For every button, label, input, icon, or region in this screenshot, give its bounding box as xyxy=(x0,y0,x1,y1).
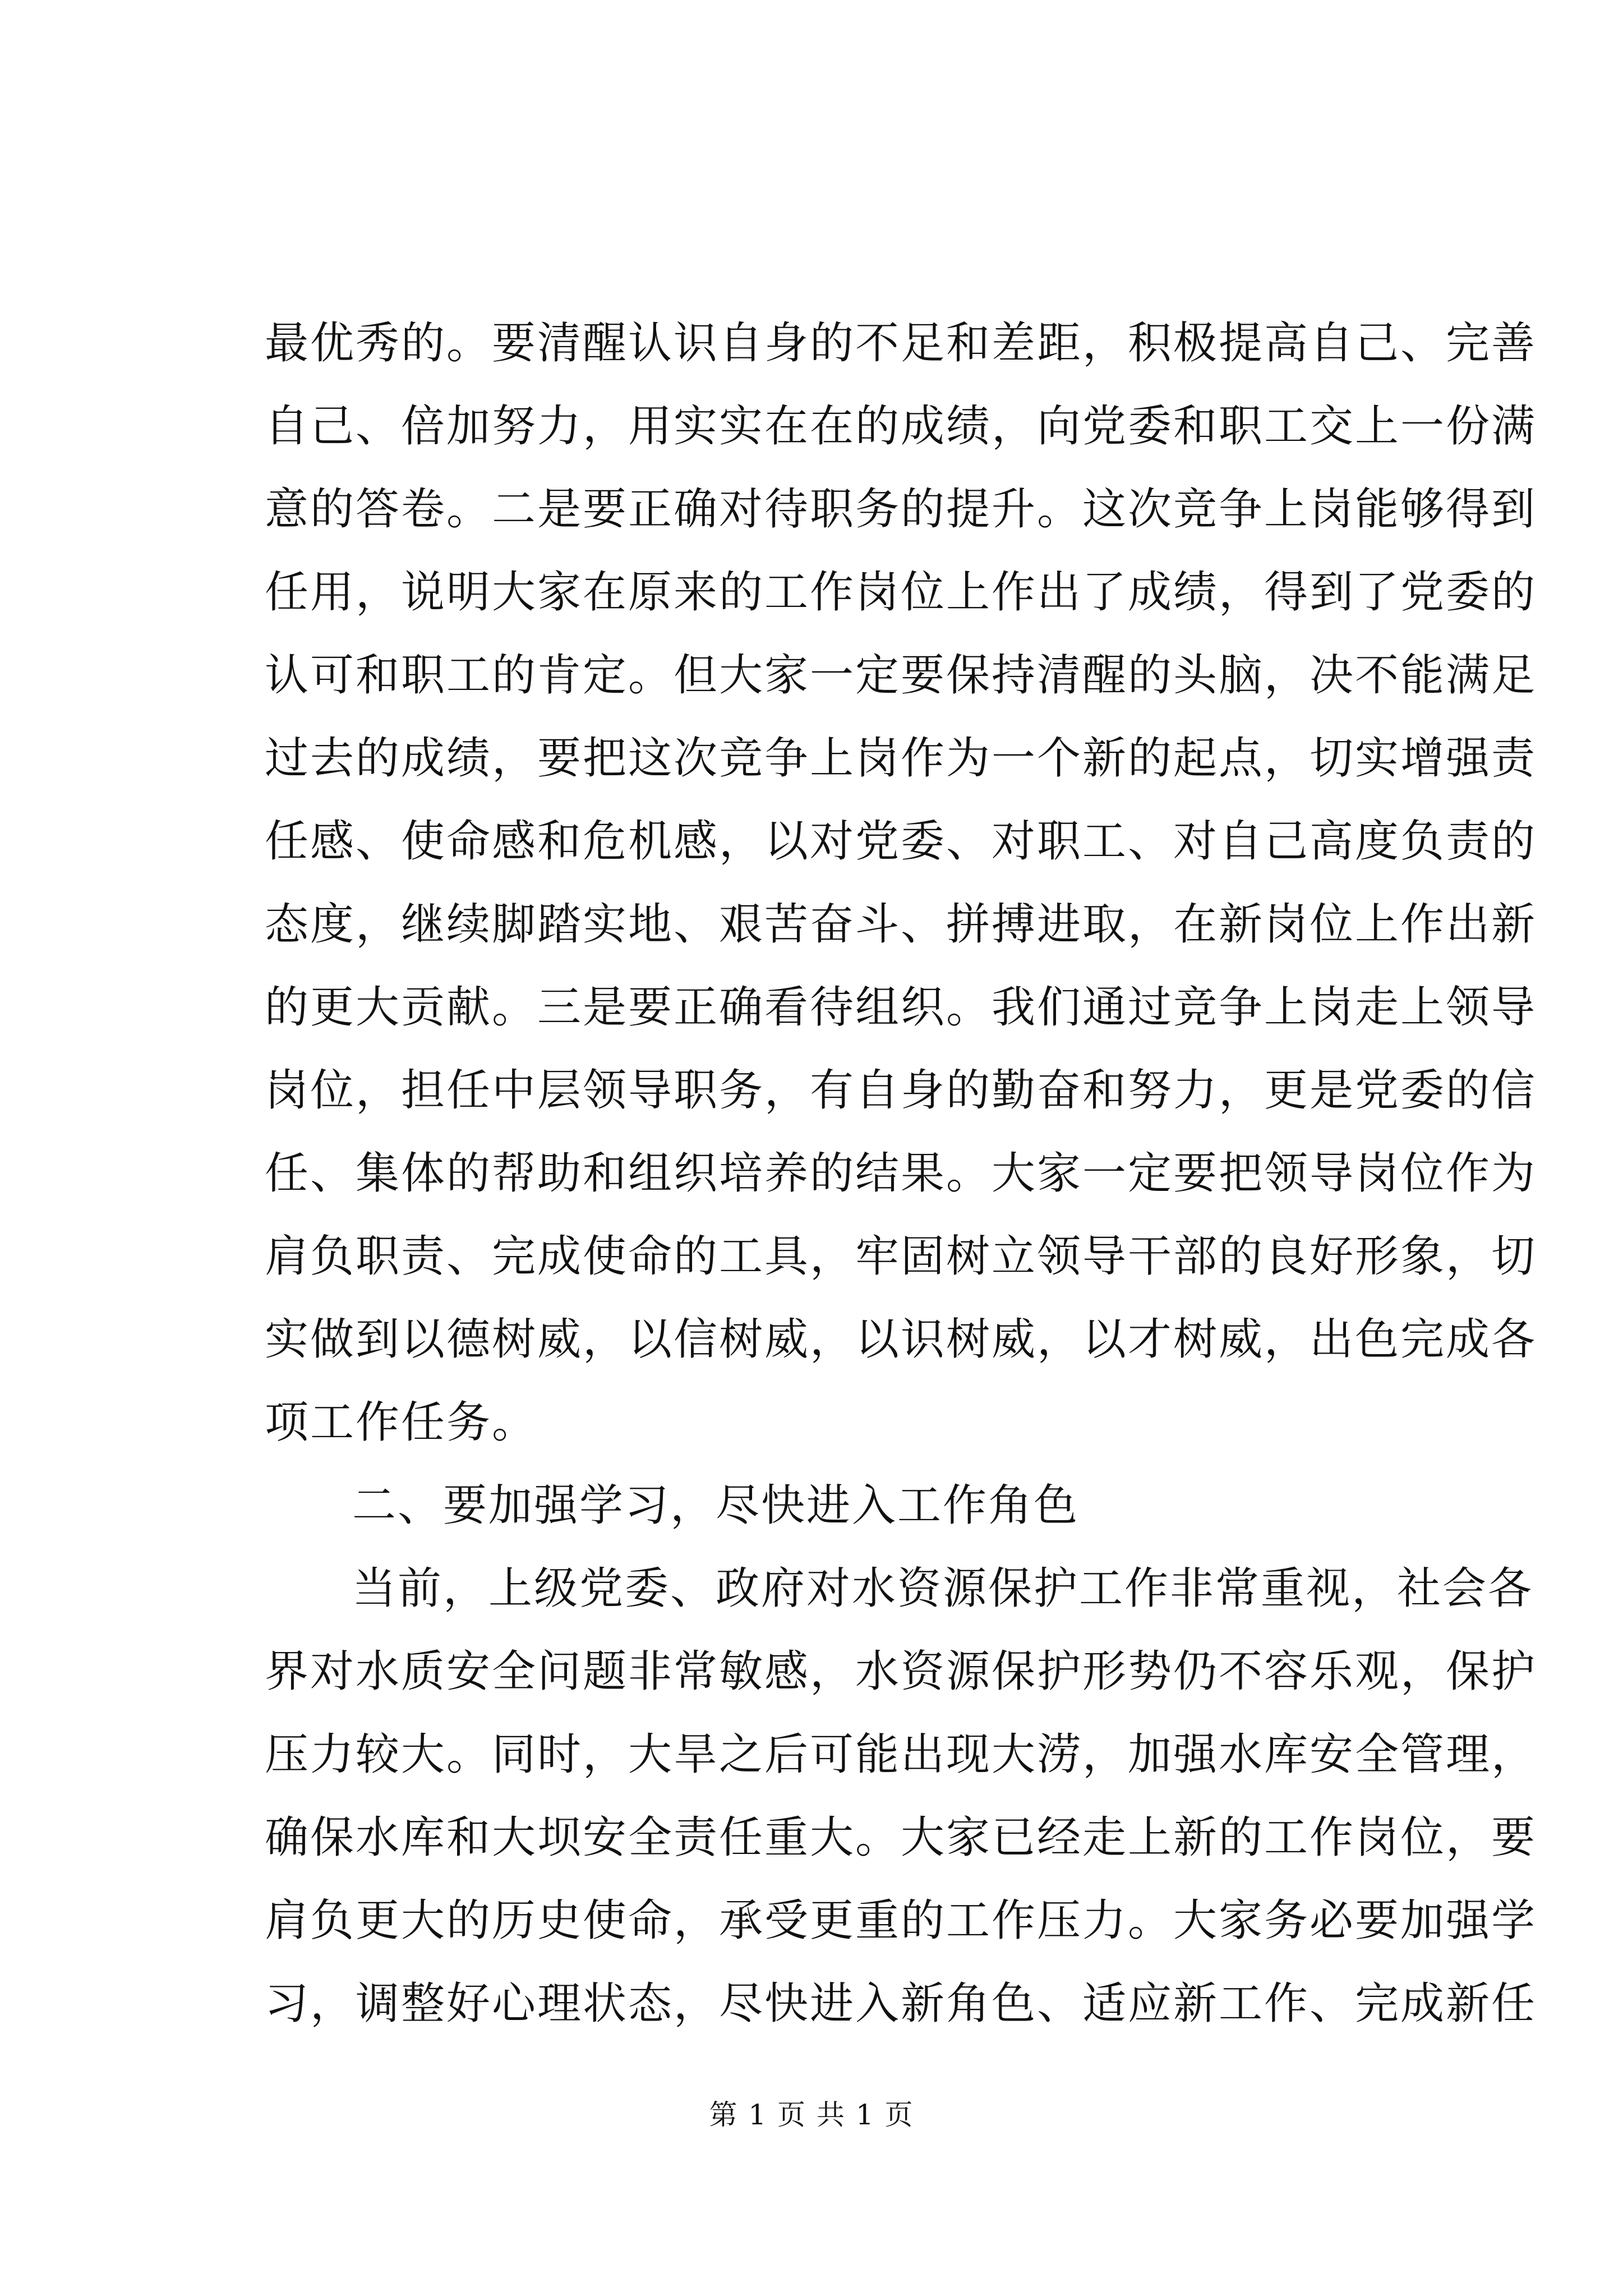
paragraph-line: 任感、使命感和危机感，以对党委、对职工、对自己高度负责的 xyxy=(265,816,1537,867)
paragraph-line: 确保水库和大坝安全责任重大。大家已经走上新的工作岗位，要 xyxy=(265,1812,1537,1863)
paragraph-line: 肩负更大的历史使命，承受更重的工作压力。大家务必要加强学 xyxy=(265,1895,1537,1946)
paragraph-line: 实做到以德树威，以信树威，以识树威，以才树威，出色完成各 xyxy=(265,1314,1537,1365)
paragraph-line: 岗位，担任中层领导职务，有自身的勤奋和努力，更是党委的信 xyxy=(265,1065,1537,1116)
paragraph-line: 态度，继续脚踏实地、艰苦奋斗、拼搏进取，在新岗位上作出新 xyxy=(265,899,1537,950)
paragraph-line: 当前，上级党委、政府对水资源保护工作非常重视，社会各 xyxy=(352,1563,1534,1614)
paragraph-line: 认可和职工的肯定。但大家一定要保持清醒的头脑，决不能满足 xyxy=(265,650,1537,701)
page-footer: 第 1 页 共 1 页 xyxy=(709,2099,914,2131)
paragraph-line: 任、集体的帮助和组织培养的结果。大家一定要把领导岗位作为 xyxy=(265,1148,1537,1199)
paragraph-line: 的更大贡献。三是要正确看待组织。我们通过竞争上岗走上领导 xyxy=(265,982,1537,1033)
paragraph-line: 压力较大。同时，大旱之后可能出现大涝，加强水库安全管理， xyxy=(265,1729,1537,1780)
paragraph-line: 自己、倍加努力，用实实在在的成绩，向党委和职工交上一份满 xyxy=(265,401,1537,452)
paragraph-line: 任用，说明大家在原来的工作岗位上作出了成绩，得到了党委的 xyxy=(265,567,1537,618)
section-heading: 二、要加强学习，尽快进入工作角色 xyxy=(352,1480,1080,1531)
paragraph-line: 项工作任务。 xyxy=(265,1397,538,1448)
paragraph-line: 最优秀的。要清醒认识自身的不足和差距，积极提高自己、完善 xyxy=(265,318,1537,369)
paragraph-line: 界对水质安全问题非常敏感，水资源保护形势仍不容乐观，保护 xyxy=(265,1646,1537,1697)
paragraph-line: 意的答卷。二是要正确对待职务的提升。这次竞争上岗能够得到 xyxy=(265,484,1537,535)
paragraph-line: 习，调整好心理状态，尽快进入新角色、适应新工作、完成新任 xyxy=(265,1978,1537,2029)
paragraph-line: 过去的成绩，要把这次竞争上岗作为一个新的起点，切实增强责 xyxy=(265,733,1537,784)
document-body xyxy=(265,302,1537,2045)
paragraph-line: 肩负职责、完成使命的工具，牢固树立领导干部的良好形象，切 xyxy=(265,1231,1537,1282)
